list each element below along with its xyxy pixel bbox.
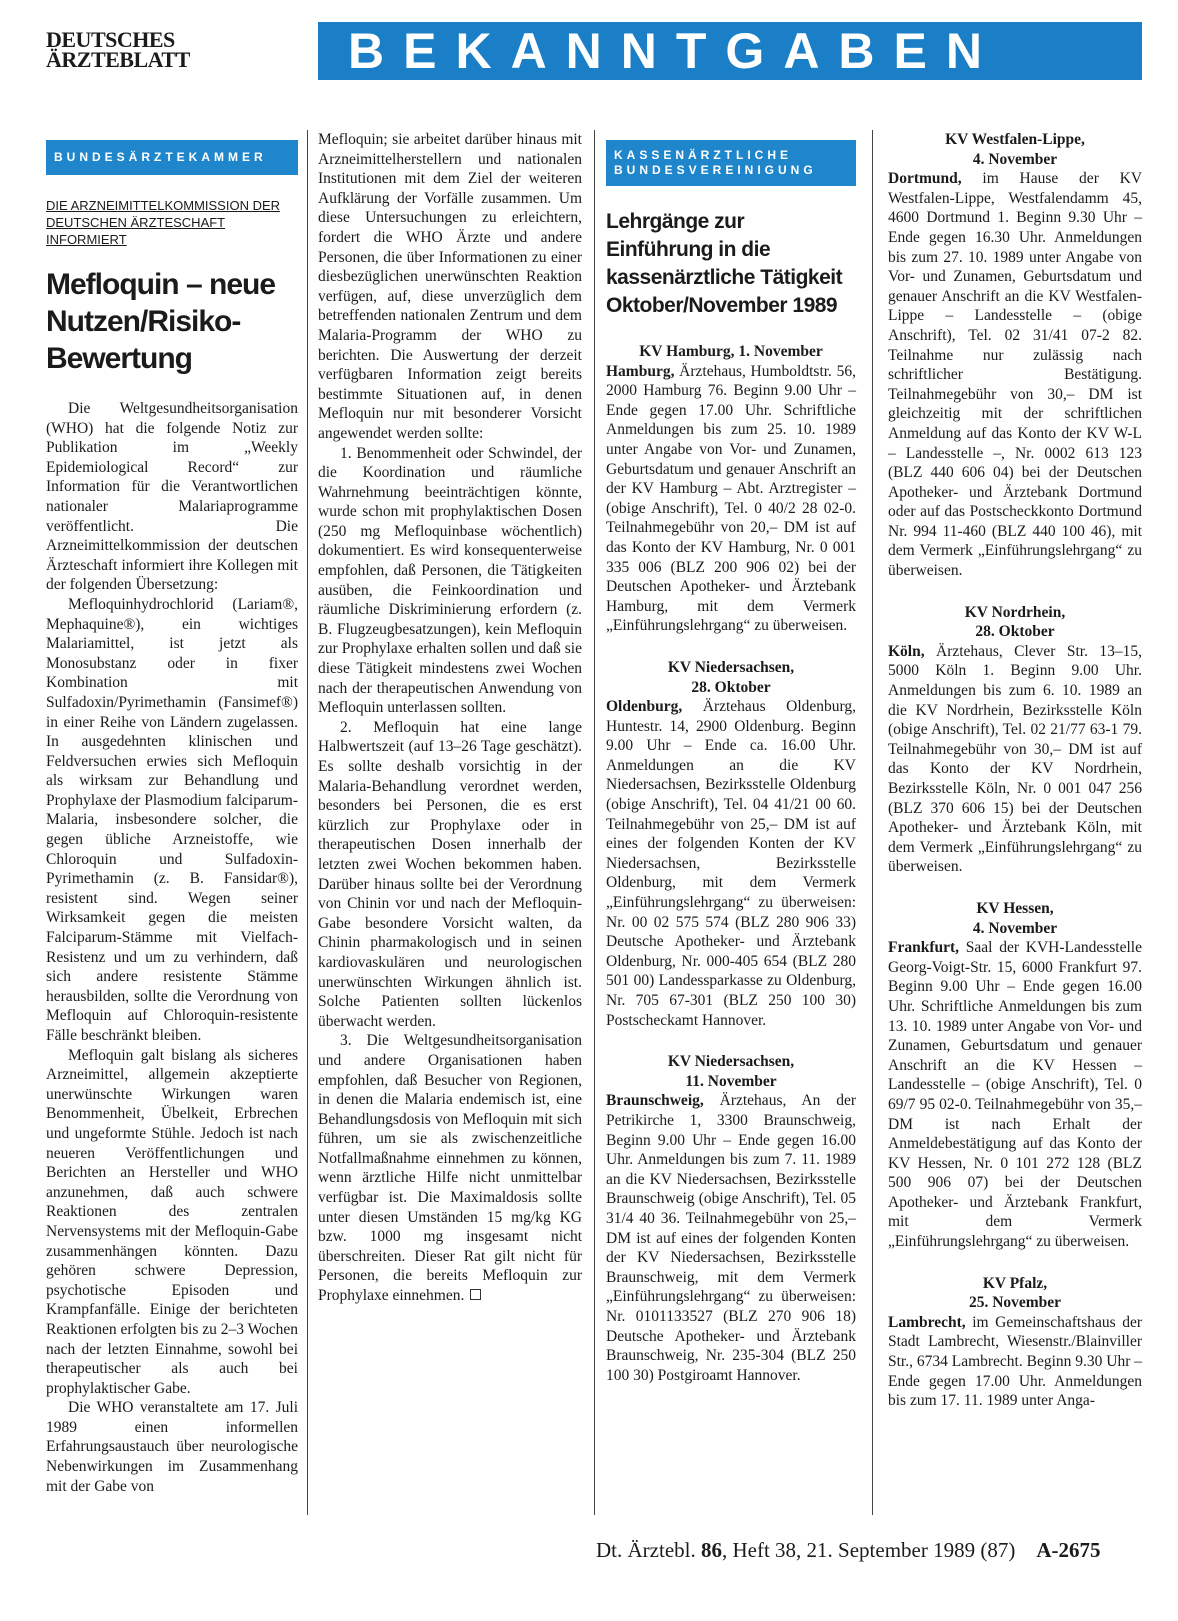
footer-issue: , Heft 38, 21. September 1989 (87) xyxy=(721,1538,1016,1562)
course-place: Dortmund, xyxy=(888,170,962,188)
course-body: Ärztehaus Oldenburg, Huntestr. 14, 2900 Oldenburg. Beginn 9.00 Uhr – Ende ca. 16.00 Uhr. Anmeldungen an die KV Niedersachsen, Bezirksstelle Oldenburg (obige Anschrift), Tel. 04 41/21 00 60. Teilnahmegebühr von 25,– DM ist auf eines der folgenden Konten der KV Niedersachsen, Bezirksstelle Oldenburg, mit dem Vermerk „Einführungslehrgang“ zu überweisen: Nr. 00 02 575 574 (BLZ 280 906 33) Deutsche Apotheker- und Ärztebank Oldenburg, Nr. 000-405 654 (BLZ 280 501 00) Landessparkasse zu Oldenburg, Nr. 705 67-301 (BLZ 250 100 30) Postscheckamt Hannover. xyxy=(606,698,857,1029)
column-1 xyxy=(46,130,298,1496)
journal-masthead xyxy=(46,27,190,72)
course-place: Lambrecht, xyxy=(888,1313,966,1331)
course-heading: KV Hamburg, 1. November xyxy=(639,343,823,360)
article-last-text: 3. Die Weltgesundheitsorganisation und andere Organisationen haben empfohlen, daß Besucher von Regionen, in denen die Malaria endemisch ist, eine Behandlungsdosis von Mefloquin mit sich führen, um sie als zwischenzeitliche Notfallmaßnahme einnehmen zu können, wenn ärztliche Hilfe nicht unmittelbar verfügbar ist. Die Maximaldosis sollte unter diesen Umständen 15 mg/kg KG bzw. 1000 mg insgesamt nicht überschreiten. Dieser Rat gilt nicht für Personen, die bereits Mefloquin zur Prophylaxe einnehmen. xyxy=(318,1032,582,1305)
masthead-line-2: ÄRZTEBLATT xyxy=(46,47,190,72)
article-paragraph: Mefloquinhydrochlorid (Lariam®, Mephaquine®), ein wichtiges Malariamittel, ist jetzt als Monosubstanz oder in fixer Kombination mit Sulfadoxin/Pyrimethamin (Fansimef®) in einer Reihe von Ländern zugelassen. In ausgedehnten klinischen und Feldversuchen erwies sich Mefloquin als wirksam zur Behandlung und Prophylaxe der Plasmodium falciparum-Malaria, insbesondere solcher, die gegen übliche Arzneistoffe, wie Chloroquin und Sulfadoxin-Pyrimethamin (z. B. Fansidar®), resistent sind. Wegen seiner Wirksamkeit gegen die meisten Falciparum-Stämme mit Vielfach-Resistenz und um zu verhindern, daß sich andere resistente Stämme herausbilden, sollte die Verordnung von Mefloquin auf Chloroquin-resistente Fälle beschränkt bleiben. xyxy=(46,595,298,1044)
course-text xyxy=(606,697,856,1030)
tag-line: BUNDESVEREINIGUNG xyxy=(614,163,817,177)
course-place: Köln, xyxy=(888,642,925,660)
course-body: im Gemeinschaftshaus der Stadt Lambrecht, Wiesenstr./Blainviller Str., 6734 Lambrecht. Beginn 9.30 Uhr – Ende gegen 17.00 Uhr. Anmeldungen bis zum 17. 11. 1989 unter Anga- xyxy=(888,1313,1142,1410)
page-footer xyxy=(596,1538,1101,1563)
end-mark-icon xyxy=(470,1289,481,1300)
section-tag-bundesaerztekammer: BUNDESÄRZTEKAMMER xyxy=(46,140,298,175)
course-body: Ärztehaus, Clever Str. 13–15, 5000 Köln 1. Beginn 9.00 Uhr. Anmeldungen bis zum 6. 10. 1989 an die KV Nordrhein, Bezirksstelle Köln (obige Anschrift), Tel. 02 21/77 63-1 79. Teilnahmegebühr von 30,– DM ist auf das Konto der KV Nordrhein, Bezirksstelle Köln, Nr. 0 001 047 256 (BLZ 370 606 15) bei der Deutschen Apotheker- und Ärztebank Köln, mit dem Vermerk „Einführungslehrgang“ zu überweisen. xyxy=(888,642,1142,876)
footer-volume: 86 xyxy=(700,1538,722,1562)
article-paragraph: Mefloquin; sie arbeitet darüber hinaus mit Arzneimittelherstellern und nationalen Institutionen mit dem Ziel der weiteren Aufklärung der Vorfälle zusammen. Um diese Untersuchungen zu erleichtern, fordert die WHO Ärzte und andere Personen, die über Informationen zu einer diesbezüglichen unerwünschten Reaktion verfügen, auf, diese unverzüglich dem betreffenden nationalen Zentrum und dem Malaria-Programm der WHO zu berichten. Die Auswertung der derzeit verfügbaren Information zeigt bereits bestimmte Situationen auf, in denen Mefloquin nur mit besonderer Vorsicht angewendet werden sollte: xyxy=(318,131,582,442)
course-place: Oldenburg, xyxy=(606,698,683,716)
course-body: Ärztehaus, Humboldtstr. 56, 2000 Hamburg 76. Beginn 9.00 Uhr – Ende gegen 17.00 Uhr. Schriftliche Anmeldungen bis zum 25. 10. 1989 unter Angabe von Vor- und Zunamen, Geburtsdatum und genauer Anschrift an der KV Hamburg – Abt. Arztregister – (obige Anschrift), Tel. 0 40/2 28 02-0. Teilnahmegebühr von 20,– DM ist auf das Konto der KV Hamburg, Nr. 0 001 335 006 (BLZ 200 906 02) bei der Deutschen Apotheker- und Ärztebank Hamburg, mit dem Vermerk „Einführungslehrgang“ zu überweisen. xyxy=(606,362,856,635)
course-heading: KV Niedersachsen, xyxy=(667,1053,795,1071)
article-headline: Lehrgänge zur Einführung in die kassenärztliche Tätigkeit Oktober/November 1989 xyxy=(606,210,843,317)
course-date: 25. November xyxy=(968,1294,1062,1312)
footer-journal: Dt. Ärztebl. xyxy=(596,1538,696,1562)
column-4 xyxy=(888,130,1142,1411)
course-heading: KV Hessen, xyxy=(976,899,1054,917)
course-entry xyxy=(606,342,856,636)
course-text xyxy=(606,1091,856,1385)
column-3 xyxy=(606,130,856,1385)
article-paragraph: 2. Mefloquin hat eine lange Halbwertszeit (auf 13–26 Tage geschätzt). Es sollte deshalb vorsichtig in der Malaria-Behandlung verordnet werden, besonders bei Personen, die es erst kürzlich zur Prophylaxe oder in therapeutischen Dosen innerhalb der letzten zwei Wochen bekommen haben. Darüber hinaus sollte bei der Verordnung von Chinin vor und nach der Mefloquin-Gabe besondere Vorsicht walten, da Chinin pharmakologisch und in seinen kardiovaskulären und neurologischen unerwünschten Wirkungen ähnlich ist. Solche Patienten sollten lückenlos überwacht werden. xyxy=(318,718,582,1030)
course-entry xyxy=(606,658,856,1030)
course-text xyxy=(888,1313,1142,1411)
course-entry xyxy=(888,603,1142,877)
course-text xyxy=(606,362,856,636)
course-body: Ärztehaus, An der Petrikirche 1, 3300 Braunschweig, Beginn 9.00 Uhr – Ende gegen 16.00 Uhr. Anmeldungen bis zum 7. 11. 1989 an die KV Niedersachsen, Bezirksstelle Braunschweig (obige Anschrift), Tel. 05 31/4 40 36. Teilnahmegebühr von 25,– DM ist auf eines der folgenden Konten der KV Niedersachsen, Bezirksstelle Braunschweig, mit dem Vermerk „Einführungslehrgang“ zu überweisen: Nr. 0101133527 (BLZ 270 906 18) Deutsche Apotheker- und Ärztebank Braunschweig, Nr. 235-304 (BLZ 250 100 30) Postgiroamt Hannover. xyxy=(606,1092,856,1384)
course-heading: KV Nordrhein, xyxy=(964,603,1066,621)
article-paragraph: 1. Benommenheit oder Schwindel, der die Koordination und räumliche Wahrnehmung beeinträchtigen könnte, wurde schon mit prophylaktischen Dosen (250 mg Mefloquinbase wöchentlich) dokumentiert. Es wird konsequenterweise empfohlen, daß Personen, die Tätigkeiten ausüben, die Feinkoordination und räumliche Diskriminierung erfordern (z. B. Flugzeugbesatzungen), kein Mefloquin zur Prophylaxe erhalten sollen und daß sie diese Tätigkeit mindestens zwei Wochen nach der therapeutischen Anwendung von Mefloquin unterlassen sollten. xyxy=(318,444,582,717)
column-2 xyxy=(318,130,582,1306)
course-heading: KV Niedersachsen, xyxy=(667,658,795,676)
course-entry xyxy=(888,130,1142,581)
course-text xyxy=(888,169,1142,580)
article-headline: Mefloquin – neue Nutzen/Risiko-Bewertung xyxy=(46,268,276,375)
article-paragraph: Die WHO veranstaltete am 17. Juli 1989 einen informellen Erfahrungsaustauch über neurologische Nebenwirkungen im Zusammenhang mit der Gabe von xyxy=(46,1399,298,1495)
course-body: Saal der KVH-Landesstelle Georg-Voigt-Str. 15, 6000 Frankfurt 97. Beginn 9.00 Uhr – Ende gegen 16.00 Uhr. Schriftliche Anmeldungen bis zum 13. 10. 1989 unter Angabe von Vor- und Zunamen, Geburtsdatum und genauer Anschrift an die KV Hessen – Landesstelle – (obige Anschrift), Tel. 0 69/7 95 02-0. Teilnahmegebühr von 35,– DM ist nach Erhalt der Anmeldebestätigung auf das Konto der KV Hessen, Nr. 0 101 272 128 (BLZ 500 906 07) bei der Deutschen Apotheker- und Ärztebank Frankfurt, mit dem Vermerk „Einführungslehrgang“ zu überweisen. xyxy=(888,939,1142,1251)
course-body: im Hause der KV Westfalen-Lippe, Westfalendamm 45, 4600 Dortmund 1. Beginn 9.30 Uhr – Ende gegen 16.30 Uhr. Anmeldungen bis zum 27. 10. 1989 unter Angabe von Vor- und Zunamen, Geburtsdatum und genauer Anschrift an die KV Westfalen-Lippe – Landesstelle – (obige Anschrift), Tel. 02 31/41 07-2 82. Teilnahme nur zulässig nach schriftlicher Bestätigung. Teilnahmegebühr von 30,– DM ist gleichzeitig mit der schriftlichen Anmeldung auf das Konto der KV W-L – Landesstelle –, Nr. 0002 613 123 (BLZ 440 606 04) bei der Deutschen Apotheker- und Ärztebank Dortmund oder auf das Postscheckkonto Dortmund Nr. 994 11-460 (BLZ 440 100 46), mit dem Vermerk „Einführungslehrgang“ zu überweisen. xyxy=(888,170,1143,580)
course-text xyxy=(888,642,1142,877)
course-heading: KV Pfalz, xyxy=(982,1274,1048,1292)
tag-line: KASSENÄRZTLICHE xyxy=(614,148,793,162)
section-tag-kbv xyxy=(606,140,856,186)
course-heading: KV Westfalen-Lippe, xyxy=(945,131,1085,148)
article-paragraph: Die Weltgesundheitsorganisation (WHO) hat die folgende Notiz zur Publikation im „Weekly Epidemiological Record“ zur Information für die Verantwortlichen nationaler Malariaprogramme veröffentlicht. Die Arzneimittelkommission der deutschen Ärzteschaft informiert ihre Kollegen mit der folgenden Übersetzung: xyxy=(46,400,298,594)
course-place: Braunschweig, xyxy=(606,1092,704,1110)
column-rule xyxy=(594,130,595,1515)
course-entry xyxy=(606,1052,856,1385)
course-entry xyxy=(888,1274,1142,1411)
footer-page-number: A-2675 xyxy=(1036,1538,1101,1562)
course-date: 11. November xyxy=(685,1072,777,1090)
masthead-line-1: DEUTSCHES xyxy=(46,27,175,52)
column-rule xyxy=(872,130,873,1515)
article-kicker: DIE ARZNEIMITTELKOMMISSION DER DEUTSCHEN ÄRZTESCHAFT INFORMIERT xyxy=(46,198,281,247)
course-text xyxy=(888,938,1142,1252)
course-place: Hamburg, xyxy=(606,362,675,380)
course-entry xyxy=(888,899,1142,1252)
course-place: Frankfurt, xyxy=(888,939,960,957)
course-date: 4. November xyxy=(972,919,1058,937)
course-date: 28. Oktober xyxy=(975,623,1055,641)
column-rule xyxy=(307,130,308,1515)
course-date: 4. November xyxy=(972,150,1058,168)
article-paragraph: Mefloquin galt bislang als sicheres Arzneimittel, allgemein akzeptierte unerwünschte Wirkungen waren Benommenheit, Übelkeit, Erbrechen und ungeformte Stühle. Jedoch ist nach neueren Veröffentlichungen und Berichten an Hersteller und WHO anzunehmen, daß auch schwere Reaktionen des zentralen Nervensystems mit der Mefloquin-Gabe zusammenhängen könnten. Dazu gehören schwere Depression, psychotische Episoden und Krampfanfälle. Einige der berichteten Reaktionen erfolgten bis zu 2–3 Wochen nach der letzten Einnahme, sowohl bei therapeutischer als auch bei prophylaktischer Gabe. xyxy=(46,1046,298,1397)
course-date: 28. Oktober xyxy=(691,678,771,696)
article-paragraph xyxy=(318,1031,582,1305)
section-banner: BEKANNTGABEN xyxy=(318,22,1142,80)
